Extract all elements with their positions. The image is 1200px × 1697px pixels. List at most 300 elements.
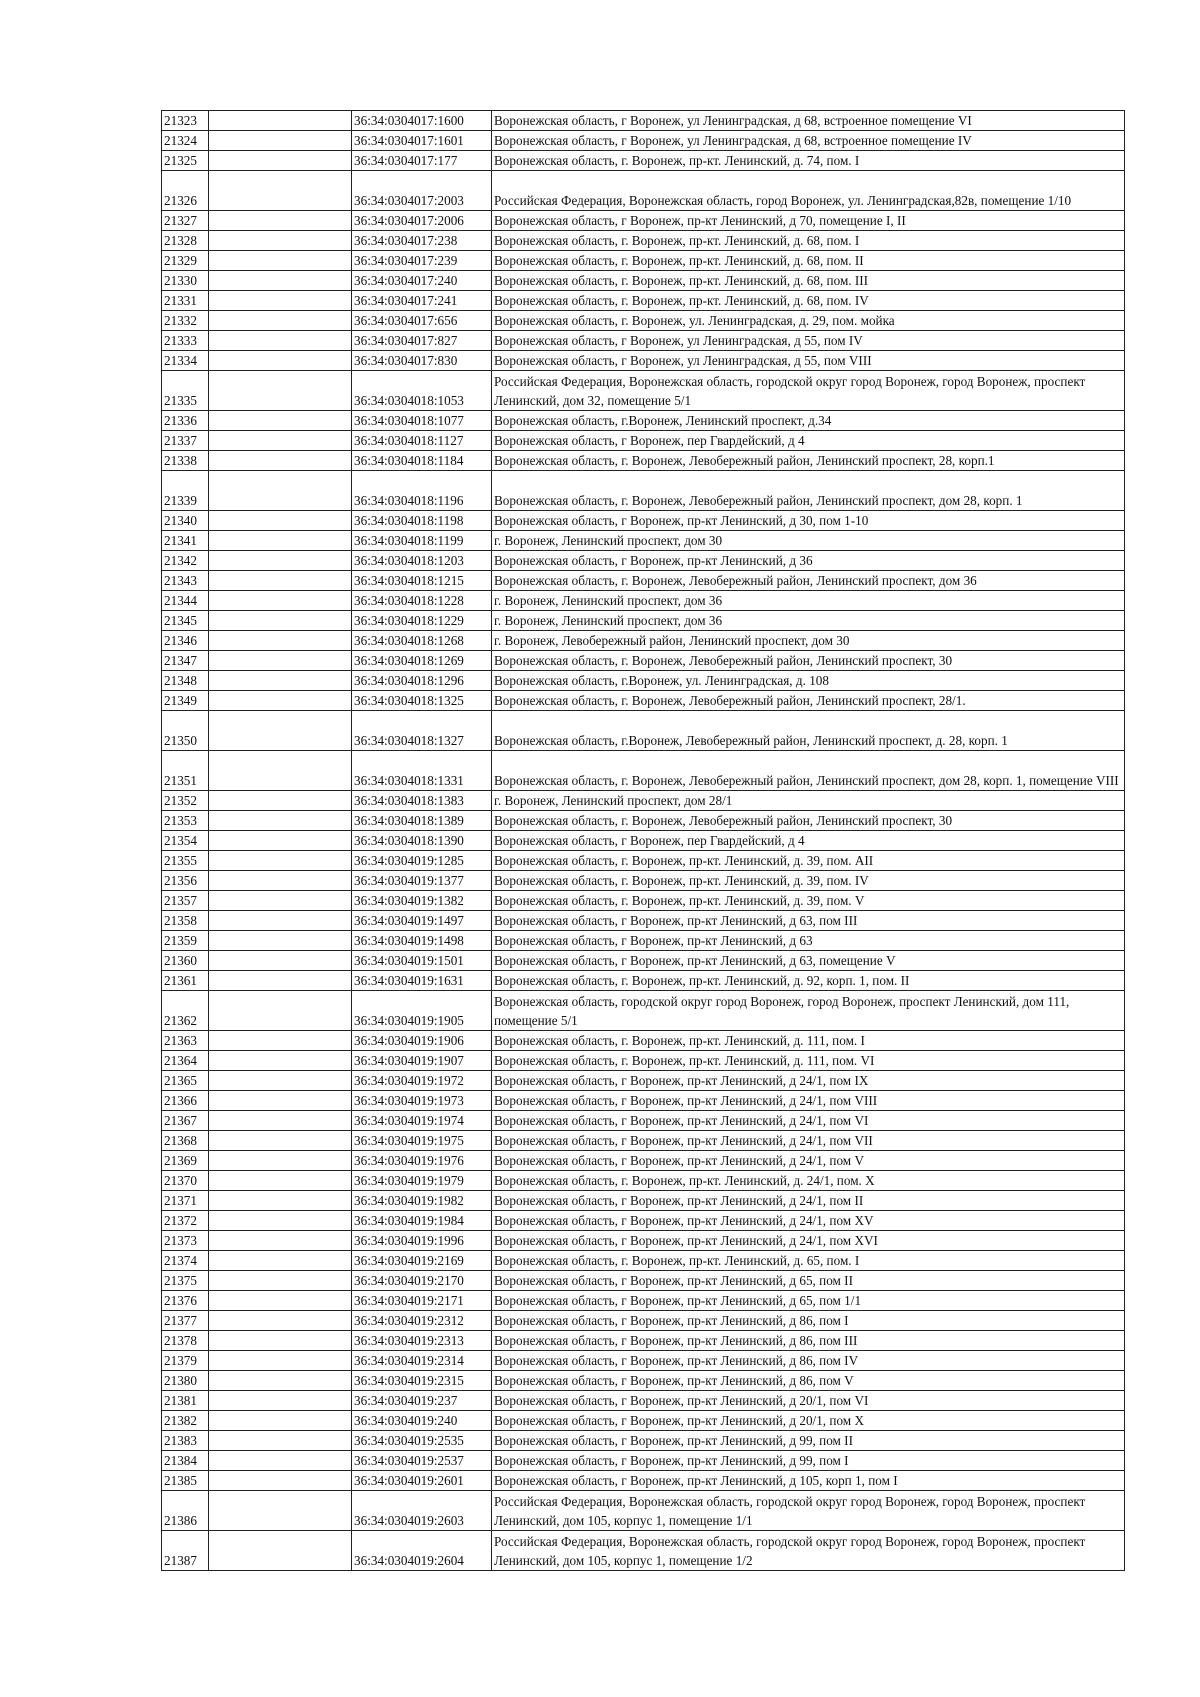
cell-cadastral-number: 36:34:0304017:2003 — [352, 171, 492, 211]
cell-number: 21344 — [162, 591, 209, 611]
table-row — [162, 1171, 1125, 1191]
table-row — [162, 231, 1125, 251]
cell-empty — [209, 1131, 352, 1151]
cell-cadastral-number: 36:34:0304019:240 — [352, 1411, 492, 1431]
cell-empty — [209, 971, 352, 991]
table-row — [162, 1111, 1125, 1131]
cell-cadastral-number: 36:34:0304018:1390 — [352, 831, 492, 851]
table-row — [162, 1091, 1125, 1111]
table-row — [162, 971, 1125, 991]
table-row — [162, 431, 1125, 451]
cell-address: Российская Федерация, Воронежская область, городской округ город Воронеж, город Воронеж, проспект Ленинский, дом 105, корпус 1, помещение 1/1 — [492, 1491, 1125, 1531]
cell-cadastral-number: 36:34:0304019:1996 — [352, 1231, 492, 1251]
cell-empty — [209, 351, 352, 371]
cell-cadastral-number: 36:34:0304018:1269 — [352, 651, 492, 671]
cell-empty — [209, 1331, 352, 1351]
cell-address: Воронежская область, г. Воронеж, пр-кт. Ленинский, д. 74, пом. I — [492, 151, 1125, 171]
cell-number: 21334 — [162, 351, 209, 371]
cell-number: 21349 — [162, 691, 209, 711]
cell-address: Воронежская область, г. Воронеж, ул. Ленинградская, д. 29, пом. мойка — [492, 311, 1125, 331]
cell-cadastral-number: 36:34:0304018:1215 — [352, 571, 492, 591]
cell-cadastral-number: 36:34:0304018:1184 — [352, 451, 492, 471]
cell-number: 21364 — [162, 1051, 209, 1071]
cell-address: г. Воронеж, Ленинский проспект, дом 30 — [492, 531, 1125, 551]
table-body — [162, 111, 1125, 1571]
cell-cadastral-number: 36:34:0304019:1905 — [352, 991, 492, 1031]
cell-number: 21323 — [162, 111, 209, 131]
cell-empty — [209, 571, 352, 591]
cell-number: 21366 — [162, 1091, 209, 1111]
cell-number: 21345 — [162, 611, 209, 631]
cell-address: Воронежская область, г Воронеж, ул Ленинградская, д 55, пом VIII — [492, 351, 1125, 371]
cell-address: Воронежская область, г Воронеж, пр-кт Ленинский, д 86, пом IV — [492, 1351, 1125, 1371]
cell-number: 21351 — [162, 751, 209, 791]
cell-number: 21336 — [162, 411, 209, 431]
table-row — [162, 151, 1125, 171]
cell-cadastral-number: 36:34:0304017:240 — [352, 271, 492, 291]
cell-empty — [209, 1431, 352, 1451]
cell-empty — [209, 1371, 352, 1391]
cell-empty — [209, 431, 352, 451]
cell-cadastral-number: 36:34:0304018:1229 — [352, 611, 492, 631]
cell-address: Воронежская область, г Воронеж, пр-кт Ленинский, д 105, корп 1, пом I — [492, 1471, 1125, 1491]
cell-empty — [209, 591, 352, 611]
cell-address: Воронежская область, городской округ город Воронеж, город Воронеж, проспект Ленинский, дом 111, помещение 5/1 — [492, 991, 1125, 1031]
cell-address: Воронежская область, г. Воронеж, пр-кт. Ленинский, д. 68, пом. II — [492, 251, 1125, 271]
cell-number: 21374 — [162, 1251, 209, 1271]
cell-address: Воронежская область, г. Воронеж, Левобережный район, Ленинский проспект, дом 36 — [492, 571, 1125, 591]
cell-cadastral-number: 36:34:0304018:1325 — [352, 691, 492, 711]
cell-empty — [209, 171, 352, 211]
cell-address: Воронежская область, г Воронеж, пр-кт Ленинский, д 86, пом V — [492, 1371, 1125, 1391]
cell-number: 21348 — [162, 671, 209, 691]
cell-empty — [209, 211, 352, 231]
cell-number: 21381 — [162, 1391, 209, 1411]
property-table — [161, 110, 1125, 1571]
table-row — [162, 251, 1125, 271]
cell-empty — [209, 311, 352, 331]
cell-address: Воронежская область, г Воронеж, ул Ленинградская, д 68, встроенное помещение IV — [492, 131, 1125, 151]
cell-address: Воронежская область, г Воронеж, пр-кт Ленинский, д 24/1, пом XV — [492, 1211, 1125, 1231]
table-row — [162, 411, 1125, 431]
cell-cadastral-number: 36:34:0304018:1203 — [352, 551, 492, 571]
cell-address: Воронежская область, г Воронеж, пр-кт Ленинский, д 63, пом III — [492, 911, 1125, 931]
table-row — [162, 1251, 1125, 1271]
table-row — [162, 751, 1125, 791]
cell-cadastral-number: 36:34:0304019:1906 — [352, 1031, 492, 1051]
table-row — [162, 1031, 1125, 1051]
cell-address: Воронежская область, г. Воронеж, пр-кт. Ленинский, д. 39, пом. V — [492, 891, 1125, 911]
cell-empty — [209, 511, 352, 531]
cell-address: Воронежская область, г Воронеж, пр-кт Ленинский, д 24/1, пом VIII — [492, 1091, 1125, 1111]
cell-empty — [209, 671, 352, 691]
cell-cadastral-number: 36:34:0304017:177 — [352, 151, 492, 171]
cell-cadastral-number: 36:34:0304019:1984 — [352, 1211, 492, 1231]
table-row — [162, 111, 1125, 131]
cell-empty — [209, 711, 352, 751]
cell-cadastral-number: 36:34:0304018:1196 — [352, 471, 492, 511]
cell-empty — [209, 931, 352, 951]
cell-empty — [209, 1471, 352, 1491]
cell-empty — [209, 451, 352, 471]
cell-cadastral-number: 36:34:0304017:241 — [352, 291, 492, 311]
cell-address: Воронежская область, г Воронеж, ул Ленинградская, д 55, пом IV — [492, 331, 1125, 351]
cell-address: Воронежская область, г. Воронеж, Левобережный район, Ленинский проспект, дом 28, корп. 1, помещение VIII — [492, 751, 1125, 791]
cell-address: Воронежская область, г. Воронеж, пр-кт. Ленинский, д. 39, пом. АII — [492, 851, 1125, 871]
cell-number: 21376 — [162, 1291, 209, 1311]
cell-cadastral-number: 36:34:0304017:1600 — [352, 111, 492, 131]
cell-cadastral-number: 36:34:0304017:2006 — [352, 211, 492, 231]
cell-empty — [209, 1531, 352, 1571]
cell-number: 21347 — [162, 651, 209, 671]
table-row — [162, 1291, 1125, 1311]
cell-cadastral-number: 36:34:0304017:1601 — [352, 131, 492, 151]
table-row — [162, 791, 1125, 811]
cell-address: Воронежская область, г Воронеж, ул Ленинградская, д 68, встроенное помещение VI — [492, 111, 1125, 131]
cell-number: 21372 — [162, 1211, 209, 1231]
cell-cadastral-number: 36:34:0304018:1077 — [352, 411, 492, 431]
cell-cadastral-number: 36:34:0304019:2312 — [352, 1311, 492, 1331]
table-row — [162, 1311, 1125, 1331]
cell-cadastral-number: 36:34:0304019:1907 — [352, 1051, 492, 1071]
cell-cadastral-number: 36:34:0304019:1976 — [352, 1151, 492, 1171]
cell-number: 21370 — [162, 1171, 209, 1191]
cell-address: Воронежская область, г. Воронеж, Левобережный район, Ленинский проспект, 30 — [492, 811, 1125, 831]
table-row — [162, 371, 1125, 411]
cell-number: 21326 — [162, 171, 209, 211]
cell-empty — [209, 531, 352, 551]
cell-empty — [209, 891, 352, 911]
cell-address: Воронежская область, г Воронеж, пр-кт Ленинский, д 24/1, пом V — [492, 1151, 1125, 1171]
cell-cadastral-number: 36:34:0304019:2601 — [352, 1471, 492, 1491]
cell-cadastral-number: 36:34:0304019:1973 — [352, 1091, 492, 1111]
cell-number: 21328 — [162, 231, 209, 251]
table-row — [162, 1531, 1125, 1571]
table-row — [162, 571, 1125, 591]
table-row — [162, 171, 1125, 211]
cell-empty — [209, 1391, 352, 1411]
cell-empty — [209, 1051, 352, 1071]
cell-address: Воронежская область, г.Воронеж, Ленинский проспект, д.34 — [492, 411, 1125, 431]
cell-cadastral-number: 36:34:0304019:1979 — [352, 1171, 492, 1191]
cell-number: 21353 — [162, 811, 209, 831]
cell-empty — [209, 1071, 352, 1091]
cell-address: г. Воронеж, Ленинский проспект, дом 36 — [492, 611, 1125, 631]
cell-address: Российская Федерация, Воронежская область, городской округ город Воронеж, город Воронеж, проспект Ленинский, дом 105, корпус 1, помещение 1/2 — [492, 1531, 1125, 1571]
table-row — [162, 1391, 1125, 1411]
cell-address: Воронежская область, г.Воронеж, Левобережный район, Ленинский проспект, д. 28, корп. 1 — [492, 711, 1125, 751]
cell-number: 21365 — [162, 1071, 209, 1091]
table-row — [162, 931, 1125, 951]
cell-number: 21337 — [162, 431, 209, 451]
cell-empty — [209, 791, 352, 811]
cell-address: Воронежская область, г. Воронеж, пр-кт. Ленинский, д. 39, пом. IV — [492, 871, 1125, 891]
table-row — [162, 331, 1125, 351]
table-row — [162, 651, 1125, 671]
cell-address: Воронежская область, г Воронеж, пр-кт Ленинский, д 24/1, пом II — [492, 1191, 1125, 1211]
table-row — [162, 1451, 1125, 1471]
table-row — [162, 1371, 1125, 1391]
table-row — [162, 1271, 1125, 1291]
cell-cadastral-number: 36:34:0304018:1327 — [352, 711, 492, 751]
cell-number: 21386 — [162, 1491, 209, 1531]
table-row — [162, 611, 1125, 631]
table-row — [162, 211, 1125, 231]
cell-number: 21324 — [162, 131, 209, 151]
cell-cadastral-number: 36:34:0304018:1389 — [352, 811, 492, 831]
cell-number: 21362 — [162, 991, 209, 1031]
cell-number: 21371 — [162, 1191, 209, 1211]
cell-cadastral-number: 36:34:0304017:239 — [352, 251, 492, 271]
cell-empty — [209, 471, 352, 511]
table-row — [162, 1431, 1125, 1451]
cell-cadastral-number: 36:34:0304018:1268 — [352, 631, 492, 651]
cell-cadastral-number: 36:34:0304019:2313 — [352, 1331, 492, 1351]
cell-address: Воронежская область, г Воронеж, пр-кт Ленинский, д 36 — [492, 551, 1125, 571]
cell-empty — [209, 411, 352, 431]
table-row — [162, 1191, 1125, 1211]
table-row — [162, 511, 1125, 531]
table-row — [162, 291, 1125, 311]
cell-address: Воронежская область, г. Воронеж, пр-кт. Ленинский, д. 68, пом. I — [492, 231, 1125, 251]
cell-cadastral-number: 36:34:0304018:1198 — [352, 511, 492, 531]
table-row — [162, 811, 1125, 831]
table-row — [162, 871, 1125, 891]
cell-empty — [209, 1291, 352, 1311]
cell-address: Воронежская область, г Воронеж, пр-кт Ленинский, д 20/1, пом X — [492, 1411, 1125, 1431]
cell-number: 21368 — [162, 1131, 209, 1151]
cell-empty — [209, 1231, 352, 1251]
cell-cadastral-number: 36:34:0304019:237 — [352, 1391, 492, 1411]
cell-address: Воронежская область, г Воронеж, пр-кт Ленинский, д 63, помещение V — [492, 951, 1125, 971]
cell-number: 21329 — [162, 251, 209, 271]
cell-cadastral-number: 36:34:0304019:1497 — [352, 911, 492, 931]
cell-cadastral-number: 36:34:0304019:2314 — [352, 1351, 492, 1371]
cell-empty — [209, 1451, 352, 1471]
cell-cadastral-number: 36:34:0304018:1331 — [352, 751, 492, 791]
cell-address: Воронежская область, г Воронеж, пер Гвардейский, д 4 — [492, 431, 1125, 451]
cell-cadastral-number: 36:34:0304019:1982 — [352, 1191, 492, 1211]
cell-number: 21327 — [162, 211, 209, 231]
cell-number: 21373 — [162, 1231, 209, 1251]
cell-cadastral-number: 36:34:0304019:1377 — [352, 871, 492, 891]
cell-number: 21369 — [162, 1151, 209, 1171]
cell-cadastral-number: 36:34:0304019:2535 — [352, 1431, 492, 1451]
table-row — [162, 1471, 1125, 1491]
table-row — [162, 1491, 1125, 1531]
cell-empty — [209, 871, 352, 891]
cell-address: Воронежская область, г Воронеж, пр-кт Ленинский, д 63 — [492, 931, 1125, 951]
cell-cadastral-number: 36:34:0304018:1199 — [352, 531, 492, 551]
cell-number: 21358 — [162, 911, 209, 931]
cell-number: 21330 — [162, 271, 209, 291]
cell-empty — [209, 1351, 352, 1371]
table-row — [162, 1131, 1125, 1151]
cell-number: 21331 — [162, 291, 209, 311]
cell-address: Воронежская область, г Воронеж, пр-кт Ленинский, д 99, пом I — [492, 1451, 1125, 1471]
table-row — [162, 1051, 1125, 1071]
cell-address: Воронежская область, г Воронеж, пр-кт Ленинский, д 30, пом 1-10 — [492, 511, 1125, 531]
table-row — [162, 891, 1125, 911]
cell-empty — [209, 1251, 352, 1271]
cell-empty — [209, 111, 352, 131]
cell-empty — [209, 1271, 352, 1291]
cell-empty — [209, 831, 352, 851]
cell-number: 21355 — [162, 851, 209, 871]
cell-address: Воронежская область, г Воронеж, пр-кт Ленинский, д 65, пом II — [492, 1271, 1125, 1291]
cell-number: 21360 — [162, 951, 209, 971]
table-row — [162, 1331, 1125, 1351]
cell-address: Воронежская область, г. Воронеж, пр-кт. Ленинский, д. 92, корп. 1, пом. II — [492, 971, 1125, 991]
table-row — [162, 1071, 1125, 1091]
cell-address: Воронежская область, г. Воронеж, пр-кт. Ленинский, д. 65, пом. I — [492, 1251, 1125, 1271]
cell-address: Воронежская область, г Воронеж, пр-кт Ленинский, д 86, пом III — [492, 1331, 1125, 1351]
cell-number: 21346 — [162, 631, 209, 651]
cell-cadastral-number: 36:34:0304017:656 — [352, 311, 492, 331]
cell-number: 21378 — [162, 1331, 209, 1351]
cell-number: 21387 — [162, 1531, 209, 1571]
cell-number: 21380 — [162, 1371, 209, 1391]
cell-address: Воронежская область, г Воронеж, пр-кт Ленинский, д 24/1, пом VII — [492, 1131, 1125, 1151]
cell-cadastral-number: 36:34:0304019:2603 — [352, 1491, 492, 1531]
cell-empty — [209, 371, 352, 411]
table-row — [162, 691, 1125, 711]
cell-cadastral-number: 36:34:0304018:1127 — [352, 431, 492, 451]
cell-empty — [209, 691, 352, 711]
cell-number: 21332 — [162, 311, 209, 331]
cell-number: 21343 — [162, 571, 209, 591]
cell-number: 21335 — [162, 371, 209, 411]
cell-address: Воронежская область, г Воронеж, пр-кт Ленинский, д 24/1, пом IX — [492, 1071, 1125, 1091]
cell-empty — [209, 151, 352, 171]
cell-empty — [209, 751, 352, 791]
cell-number: 21340 — [162, 511, 209, 531]
cell-cadastral-number: 36:34:0304019:1498 — [352, 931, 492, 951]
cell-cadastral-number: 36:34:0304019:2315 — [352, 1371, 492, 1391]
cell-address: Воронежская область, г. Воронеж, пр-кт. Ленинский, д. 111, пом. VI — [492, 1051, 1125, 1071]
table-row — [162, 591, 1125, 611]
cell-number: 21352 — [162, 791, 209, 811]
table-row — [162, 911, 1125, 931]
cell-address: Воронежская область, г Воронеж, пр-кт Ленинский, д 24/1, пом XVI — [492, 1231, 1125, 1251]
cell-cadastral-number: 36:34:0304019:1285 — [352, 851, 492, 871]
cell-empty — [209, 551, 352, 571]
cell-number: 21342 — [162, 551, 209, 571]
cell-empty — [209, 1111, 352, 1131]
table-row — [162, 311, 1125, 331]
cell-address: Воронежская область, г Воронеж, пр-кт Ленинский, д 99, пом II — [492, 1431, 1125, 1451]
table-row — [162, 1211, 1125, 1231]
cell-number: 21325 — [162, 151, 209, 171]
cell-cadastral-number: 36:34:0304019:1972 — [352, 1071, 492, 1091]
cell-number: 21333 — [162, 331, 209, 351]
cell-number: 21361 — [162, 971, 209, 991]
table-row — [162, 991, 1125, 1031]
cell-cadastral-number: 36:34:0304019:2171 — [352, 1291, 492, 1311]
cell-empty — [209, 631, 352, 651]
cell-empty — [209, 1311, 352, 1331]
cell-cadastral-number: 36:34:0304018:1383 — [352, 791, 492, 811]
cell-number: 21385 — [162, 1471, 209, 1491]
cell-empty — [209, 1091, 352, 1111]
cell-address: г. Воронеж, Ленинский проспект, дом 36 — [492, 591, 1125, 611]
cell-empty — [209, 991, 352, 1031]
table-row — [162, 1351, 1125, 1371]
cell-address: Воронежская область, г. Воронеж, пр-кт. Ленинский, д. 24/1, пом. X — [492, 1171, 1125, 1191]
cell-cadastral-number: 36:34:0304018:1296 — [352, 671, 492, 691]
cell-cadastral-number: 36:34:0304019:1631 — [352, 971, 492, 991]
cell-address: Воронежская область, г. Воронеж, Левобережный район, Ленинский проспект, дом 28, корп. 1 — [492, 471, 1125, 511]
cell-cadastral-number: 36:34:0304018:1228 — [352, 591, 492, 611]
cell-address: г. Воронеж, Левобережный район, Ленинский проспект, дом 30 — [492, 631, 1125, 651]
cell-number: 21363 — [162, 1031, 209, 1051]
cell-empty — [209, 951, 352, 971]
cell-cadastral-number: 36:34:0304017:238 — [352, 231, 492, 251]
cell-empty — [209, 331, 352, 351]
cell-number: 21339 — [162, 471, 209, 511]
cell-empty — [209, 611, 352, 631]
cell-cadastral-number: 36:34:0304019:2537 — [352, 1451, 492, 1471]
cell-cadastral-number: 36:34:0304017:827 — [352, 331, 492, 351]
cell-address: Российская Федерация, Воронежская область, городской округ город Воронеж, город Воронеж, проспект Ленинский, дом 32, помещение 5/1 — [492, 371, 1125, 411]
cell-number: 21377 — [162, 1311, 209, 1331]
cell-empty — [209, 651, 352, 671]
cell-number: 21356 — [162, 871, 209, 891]
cell-cadastral-number: 36:34:0304019:1382 — [352, 891, 492, 911]
cell-empty — [209, 231, 352, 251]
cell-empty — [209, 1191, 352, 1211]
table-row — [162, 951, 1125, 971]
cell-number: 21354 — [162, 831, 209, 851]
cell-address: Воронежская область, г. Воронеж, пр-кт. Ленинский, д. 111, пом. I — [492, 1031, 1125, 1051]
cell-number: 21375 — [162, 1271, 209, 1291]
cell-address: Воронежская область, г.Воронеж, ул. Ленинградская, д. 108 — [492, 671, 1125, 691]
cell-empty — [209, 1211, 352, 1231]
table-row — [162, 671, 1125, 691]
cell-empty — [209, 911, 352, 931]
cell-number: 21338 — [162, 451, 209, 471]
cell-address: Российская Федерация, Воронежская область, город Воронеж, ул. Ленинградская,82в, помещение 1/10 — [492, 171, 1125, 211]
table-row — [162, 451, 1125, 471]
table-row — [162, 131, 1125, 151]
table-row — [162, 1411, 1125, 1431]
table-row — [162, 471, 1125, 511]
cell-empty — [209, 1411, 352, 1431]
cell-address: г. Воронеж, Ленинский проспект, дом 28/1 — [492, 791, 1125, 811]
cell-cadastral-number: 36:34:0304019:1974 — [352, 1111, 492, 1131]
cell-number: 21357 — [162, 891, 209, 911]
cell-cadastral-number: 36:34:0304019:2170 — [352, 1271, 492, 1291]
cell-cadastral-number: 36:34:0304019:1501 — [352, 951, 492, 971]
cell-number: 21379 — [162, 1351, 209, 1371]
cell-address: Воронежская область, г. Воронеж, пр-кт. Ленинский, д. 68, пом. IV — [492, 291, 1125, 311]
cell-empty — [209, 1031, 352, 1051]
cell-address: Воронежская область, г. Воронеж, пр-кт. Ленинский, д. 68, пом. III — [492, 271, 1125, 291]
cell-number: 21382 — [162, 1411, 209, 1431]
cell-number: 21367 — [162, 1111, 209, 1131]
cell-number: 21350 — [162, 711, 209, 751]
table-row — [162, 831, 1125, 851]
table-row — [162, 631, 1125, 651]
cell-address: Воронежская область, г. Воронеж, Левобережный район, Ленинский проспект, 28, корп.1 — [492, 451, 1125, 471]
cell-cadastral-number: 36:34:0304019:2604 — [352, 1531, 492, 1571]
table-row — [162, 1231, 1125, 1251]
table-row — [162, 851, 1125, 871]
cell-empty — [209, 131, 352, 151]
table-row — [162, 531, 1125, 551]
table-row — [162, 711, 1125, 751]
cell-empty — [209, 851, 352, 871]
